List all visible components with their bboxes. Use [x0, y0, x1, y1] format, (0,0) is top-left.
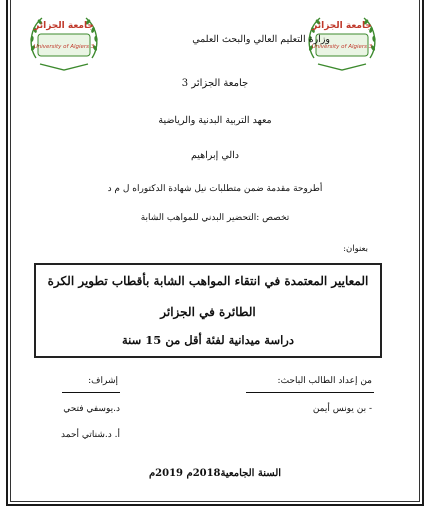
student-label: من إعداد الطالب الباحث: [277, 376, 372, 386]
supervision-label: إشراف: [88, 376, 118, 386]
supervisor-2: أ. د.شناتي أحمد [61, 430, 120, 440]
logo-latin-text: University of Algiers 3 [311, 44, 373, 50]
ministry-name: وزارة التعليم العالي والبحث العلمي [192, 34, 330, 45]
logo-latin-text: University of Algiers 3 [33, 44, 95, 50]
thesis-title-box [34, 263, 382, 358]
thesis-title-line2: الطائرة في الجزائر [160, 305, 256, 319]
thesis-note: أطروحة مقدمة ضمن متطلبات نيل شهادة الدكتوراه ل م د [107, 184, 323, 194]
supervisor-1: د.يوسفي فتحي [63, 404, 120, 414]
academic-year: السنة الجامعية2018م 2019م [148, 468, 282, 479]
university-name: جامعة الجزائر 3 [181, 78, 249, 89]
campus-name: دالي إبراهيم [190, 150, 240, 161]
thesis-title-line1: المعايير المعتمدة في انتقاء المواهب الشابة بأقطاب تطوير الكرة [47, 274, 369, 288]
title-label: بعنوان: [343, 244, 368, 254]
university-logo-left [26, 6, 102, 74]
specialty: تخصص :التحضير البدني للمواهب الشابة [140, 213, 290, 223]
logo-arabic-text: جامعة الجزائر [312, 21, 372, 31]
thesis-title-line3: دراسة ميدانية لفئة أقل من 15 سنة [122, 333, 294, 347]
logo-arabic-text: جامعة الجزائر [34, 21, 94, 31]
student-name: - بن يونس أيمن [312, 404, 372, 414]
supervision-label-underline [62, 392, 120, 393]
institute-name: معهد التربية البدنية والرياضية [158, 115, 272, 126]
student-label-underline [246, 392, 374, 393]
